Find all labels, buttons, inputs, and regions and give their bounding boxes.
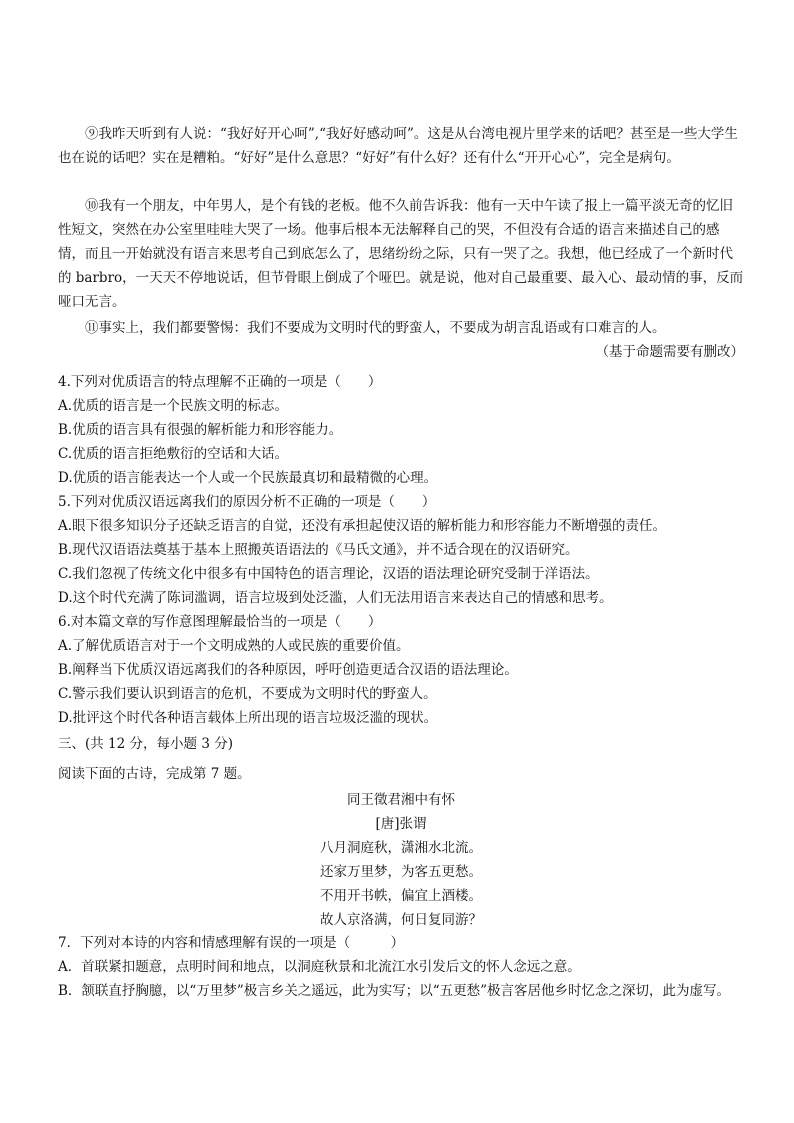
question-6-option-b: B.阐释当下优质汉语远离我们的各种原因，呼吁创造更适合汉语的语法理论。 — [58, 662, 518, 678]
passage-paragraph-10: ⑩我有一个朋友，中年男人，是个有钱的老板。他不久前告诉我：他有一天中午读了报上一篇平淡无奇的忆旧性短文，突然在办公室里哇哇大哭了一场。他事后根本无法解释自己的哭，不但没有合适的语言来描述自己的感情，而且一开始就没有语言来思考自己到底怎么了，思绪纷纷之际，只有一哭了之。我想，他已经成了一个新时代的 barbro，一天天不停地说话，但节骨眼上倒成了个哑巴。就是说，他对自己最重要、最入心、最动情的事，反而哑口无言。 — [58, 198, 744, 310]
section-3-heading: 三、(共 12 分，每小题 3 分) — [58, 736, 233, 752]
question-6-stem: 6.对本篇文章的写作意图理解最恰当的一项是（ ） — [58, 614, 382, 630]
poem-line-3: 不用开书帙，偏宜上酒楼。 — [320, 888, 482, 904]
question-4-option-d: D.优质的语言能表达一个人或一个民族最真切和最精微的心理。 — [58, 470, 438, 486]
poem-title: 同王徵君湘中有怀 — [347, 792, 455, 808]
question-5-option-a: A.眼下很多知识分子还缺乏语言的自觉，还没有承担起使汉语的解析能力和形容能力不断增强的责任。 — [58, 518, 667, 534]
question-5-stem: 5.下列对优质汉语远离我们的原因分析不正确的一项是（ ） — [58, 494, 436, 510]
poem-author: [唐]张谓 — [375, 816, 427, 832]
question-5-option-d: D.这个时代充满了陈词滥调，语言垃圾到处泛滥，人们无法用语言来表达自己的情感和思考。 — [58, 590, 613, 606]
question-4-option-b: B.优质的语言具有很强的解析能力和形容能力。 — [58, 422, 343, 438]
question-7-option-a: A．首联紧扣题意，点明时间和地点，以洞庭秋景和北流江水引发后文的怀人念远之意。 — [58, 959, 581, 975]
passage-paragraph-11: ⑪事实上，我们都要警惕：我们不要成为文明时代的野蛮人，不要成为胡言乱语或有口难言的人。 — [85, 320, 666, 336]
poem-line-2: 还家万里梦，为客五更愁。 — [320, 864, 482, 880]
source-note: （基于命题需要有删改） — [595, 344, 744, 360]
question-4-option-c: C.优质的语言拒绝敷衍的空话和大话。 — [58, 446, 289, 462]
passage-paragraph-9: ⑨我昨天听到有人说：“我好好开心呵”,“我好好感动呵”。这是从台湾电视片里学来的话吧？甚至是一些大学生也在说的话吧？实在是糟粕。“好好”是什么意思？“好好”有什么好？还有什么“开开心心”，完全是病句。 — [58, 126, 738, 166]
poem-line-1: 八月洞庭秋，潇湘水北流。 — [320, 840, 482, 856]
question-7-option-b: B．颔联直抒胸臆，以“万里梦”极言乡关之遥远，此为实写；以“五更愁”极言客居他乡时忆念之深切，此为虚写。 — [58, 983, 731, 999]
poem-line-4: 故人京洛满，何日复同游？ — [320, 912, 482, 928]
question-5-option-c: C.我们忽视了传统文化中很多有中国特色的语言理论，汉语的语法理论研究受制于洋语法。 — [58, 566, 599, 582]
section-3-intro: 阅读下面的古诗，完成第 7 题。 — [58, 766, 251, 782]
question-6-option-c: C.警示我们要认识到语言的危机，不要成为文明时代的野蛮人。 — [58, 686, 437, 702]
question-6-option-a: A.了解优质语言对于一个文明成熟的人或民族的重要价值。 — [58, 638, 410, 654]
question-4-option-a: A.优质的语言是一个民族文明的标志。 — [58, 398, 289, 414]
question-6-option-d: D.批评这个时代各种语言载体上所出现的语言垃圾泛滥的现状。 — [58, 710, 438, 726]
question-4-stem: 4.下列对优质语言的特点理解不正确的一项是（ ） — [58, 374, 382, 390]
question-7-stem: 7．下列对本诗的内容和情感理解有误的一项是（ ） — [58, 935, 405, 951]
question-5-option-b: B.现代汉语语法奠基于基本上照搬英语语法的《马氏文通》，并不适合现在的汉语研究。 — [58, 542, 579, 558]
